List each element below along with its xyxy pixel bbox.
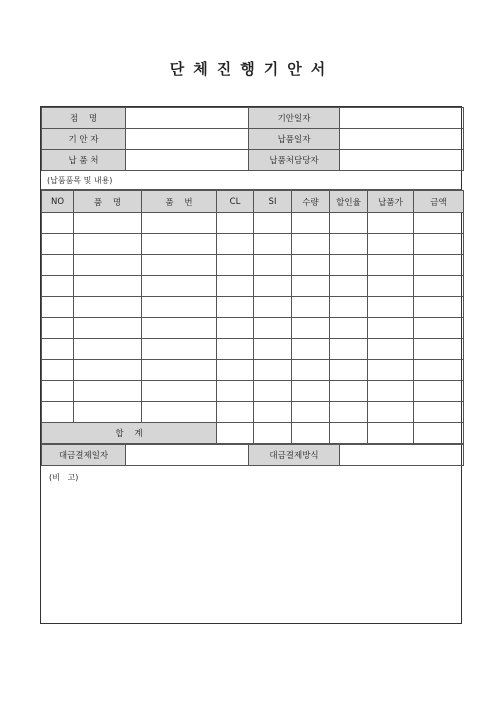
- col-discount: 할인율: [330, 191, 368, 213]
- payment-table: [41, 444, 464, 466]
- col-amount: 금액: [414, 191, 464, 213]
- item-discount-cell[interactable]: [330, 255, 368, 276]
- col-cl: CL: [217, 191, 254, 213]
- proposal-form: [40, 106, 462, 624]
- total-si-cell[interactable]: [254, 423, 292, 444]
- item-discount-cell[interactable]: [330, 381, 368, 402]
- col-delivery-price: 납품가: [368, 191, 414, 213]
- item-delivery-price-cell[interactable]: [368, 276, 414, 297]
- col-product-name: 품 명: [74, 191, 142, 213]
- item-product-name-cell[interactable]: [74, 360, 142, 381]
- delivery-date-field[interactable]: [340, 129, 464, 150]
- col-no: NO: [42, 191, 74, 213]
- item-no-cell[interactable]: [42, 318, 74, 339]
- col-si: SI: [254, 191, 292, 213]
- item-discount-cell[interactable]: [330, 297, 368, 318]
- items-table: [41, 190, 464, 444]
- item-delivery-price-cell[interactable]: [368, 213, 414, 234]
- store-name-label: 점 명: [42, 108, 126, 129]
- col-quantity: 수량: [292, 191, 330, 213]
- item-amount-cell[interactable]: [414, 297, 464, 318]
- item-product-name-cell[interactable]: [74, 255, 142, 276]
- item-cl-cell[interactable]: [217, 255, 254, 276]
- table-row: [42, 234, 464, 255]
- total-quantity-cell[interactable]: [292, 423, 330, 444]
- item-product-number-cell[interactable]: [142, 213, 217, 234]
- item-cl-cell[interactable]: [217, 402, 254, 423]
- item-amount-cell[interactable]: [414, 381, 464, 402]
- item-delivery-price-cell[interactable]: [368, 402, 414, 423]
- item-delivery-price-cell[interactable]: [368, 381, 414, 402]
- header-row-client: [42, 150, 464, 171]
- table-row: [42, 318, 464, 339]
- remarks-area[interactable]: [41, 466, 461, 622]
- table-row: [42, 255, 464, 276]
- header-row-drafter: [42, 129, 464, 150]
- items-header-row: [42, 191, 464, 213]
- draft-date-label: 기안일자: [249, 108, 340, 129]
- item-product-number-cell[interactable]: [142, 318, 217, 339]
- item-amount-cell[interactable]: [414, 276, 464, 297]
- total-label: 합 계: [42, 423, 217, 444]
- item-amount-cell[interactable]: [414, 255, 464, 276]
- item-no-cell[interactable]: [42, 297, 74, 318]
- item-delivery-price-cell[interactable]: [368, 255, 414, 276]
- page-title: 단체진행기안서: [169, 60, 335, 78]
- item-quantity-cell[interactable]: [292, 402, 330, 423]
- item-si-cell[interactable]: [254, 276, 292, 297]
- item-cl-cell[interactable]: [217, 213, 254, 234]
- total-price-cell[interactable]: [368, 423, 414, 444]
- item-product-number-cell[interactable]: [142, 255, 217, 276]
- item-quantity-cell[interactable]: [292, 234, 330, 255]
- payment-row: [42, 445, 464, 466]
- item-amount-cell[interactable]: [414, 339, 464, 360]
- item-product-name-cell[interactable]: [74, 297, 142, 318]
- item-amount-cell[interactable]: [414, 360, 464, 381]
- item-product-name-cell[interactable]: [74, 234, 142, 255]
- table-row: [42, 339, 464, 360]
- items-note: (납품품목 및 내용): [41, 171, 461, 190]
- payment-date-field[interactable]: [126, 445, 249, 466]
- header-row-store: [42, 108, 464, 129]
- item-discount-cell[interactable]: [330, 339, 368, 360]
- item-quantity-cell[interactable]: [292, 213, 330, 234]
- item-si-cell[interactable]: [254, 360, 292, 381]
- item-product-name-cell[interactable]: [74, 402, 142, 423]
- drafter-label: 기 안 자: [42, 129, 126, 150]
- item-delivery-price-cell[interactable]: [368, 297, 414, 318]
- table-row: [42, 297, 464, 318]
- item-no-cell[interactable]: [42, 360, 74, 381]
- item-no-cell[interactable]: [42, 339, 74, 360]
- total-amount-cell[interactable]: [414, 423, 464, 444]
- table-row: [42, 381, 464, 402]
- item-product-number-cell[interactable]: [142, 402, 217, 423]
- item-rows: [42, 213, 464, 423]
- item-si-cell[interactable]: [254, 402, 292, 423]
- drafter-field[interactable]: [126, 129, 249, 150]
- draft-date-field[interactable]: [340, 108, 464, 129]
- item-product-number-cell[interactable]: [142, 381, 217, 402]
- table-row: [42, 276, 464, 297]
- header-info-table: [41, 107, 464, 171]
- item-amount-cell[interactable]: [414, 318, 464, 339]
- item-quantity-cell[interactable]: [292, 360, 330, 381]
- item-cl-cell[interactable]: [217, 318, 254, 339]
- item-product-number-cell[interactable]: [142, 297, 217, 318]
- item-discount-cell[interactable]: [330, 402, 368, 423]
- store-name-field[interactable]: [126, 108, 249, 129]
- payment-method-field[interactable]: [340, 445, 464, 466]
- item-product-number-cell[interactable]: [142, 234, 217, 255]
- delivery-client-label: 납 품 처: [42, 150, 126, 171]
- item-delivery-price-cell[interactable]: [368, 360, 414, 381]
- item-si-cell[interactable]: [254, 234, 292, 255]
- item-no-cell[interactable]: [42, 255, 74, 276]
- item-delivery-price-cell[interactable]: [368, 339, 414, 360]
- item-quantity-cell[interactable]: [292, 255, 330, 276]
- total-row: [42, 423, 464, 444]
- item-product-name-cell[interactable]: [74, 381, 142, 402]
- item-amount-cell[interactable]: [414, 402, 464, 423]
- item-cl-cell[interactable]: [217, 381, 254, 402]
- item-discount-cell[interactable]: [330, 276, 368, 297]
- item-product-name-cell[interactable]: [74, 318, 142, 339]
- item-cl-cell[interactable]: [217, 297, 254, 318]
- item-no-cell[interactable]: [42, 381, 74, 402]
- item-product-number-cell[interactable]: [142, 360, 217, 381]
- payment-method-label: 대금결제방식: [249, 445, 340, 466]
- item-quantity-cell[interactable]: [292, 276, 330, 297]
- item-amount-cell[interactable]: [414, 234, 464, 255]
- item-delivery-price-cell[interactable]: [368, 318, 414, 339]
- client-contact-label: 납품처담당자: [249, 150, 340, 171]
- item-delivery-price-cell[interactable]: [368, 234, 414, 255]
- item-product-name-cell[interactable]: [74, 276, 142, 297]
- table-row: [42, 213, 464, 234]
- payment-date-label: 대금결제일자: [42, 445, 126, 466]
- item-product-name-cell[interactable]: [74, 339, 142, 360]
- item-discount-cell[interactable]: [330, 318, 368, 339]
- remarks-label: (비 고): [49, 473, 79, 482]
- item-cl-cell[interactable]: [217, 360, 254, 381]
- item-cl-cell[interactable]: [217, 276, 254, 297]
- item-cl-cell[interactable]: [217, 234, 254, 255]
- item-si-cell[interactable]: [254, 381, 292, 402]
- item-product-number-cell[interactable]: [142, 276, 217, 297]
- item-discount-cell[interactable]: [330, 234, 368, 255]
- col-product-number: 품 번: [142, 191, 217, 213]
- delivery-date-label: 납품일자: [249, 129, 340, 150]
- item-si-cell[interactable]: [254, 318, 292, 339]
- item-no-cell[interactable]: [42, 276, 74, 297]
- item-amount-cell[interactable]: [414, 213, 464, 234]
- item-si-cell[interactable]: [254, 339, 292, 360]
- delivery-client-field[interactable]: [126, 150, 249, 171]
- item-discount-cell[interactable]: [330, 360, 368, 381]
- table-row: [42, 360, 464, 381]
- total-cl-cell[interactable]: [217, 423, 254, 444]
- item-product-name-cell[interactable]: [74, 213, 142, 234]
- table-row: [42, 402, 464, 423]
- item-si-cell[interactable]: [254, 297, 292, 318]
- item-quantity-cell[interactable]: [292, 381, 330, 402]
- item-product-number-cell[interactable]: [142, 339, 217, 360]
- item-discount-cell[interactable]: [330, 213, 368, 234]
- item-quantity-cell[interactable]: [292, 297, 330, 318]
- item-si-cell[interactable]: [254, 213, 292, 234]
- client-contact-field[interactable]: [340, 150, 464, 171]
- item-cl-cell[interactable]: [217, 339, 254, 360]
- item-no-cell[interactable]: [42, 213, 74, 234]
- item-si-cell[interactable]: [254, 255, 292, 276]
- item-no-cell[interactable]: [42, 402, 74, 423]
- item-quantity-cell[interactable]: [292, 318, 330, 339]
- item-quantity-cell[interactable]: [292, 339, 330, 360]
- item-no-cell[interactable]: [42, 234, 74, 255]
- total-discount-cell[interactable]: [330, 423, 368, 444]
